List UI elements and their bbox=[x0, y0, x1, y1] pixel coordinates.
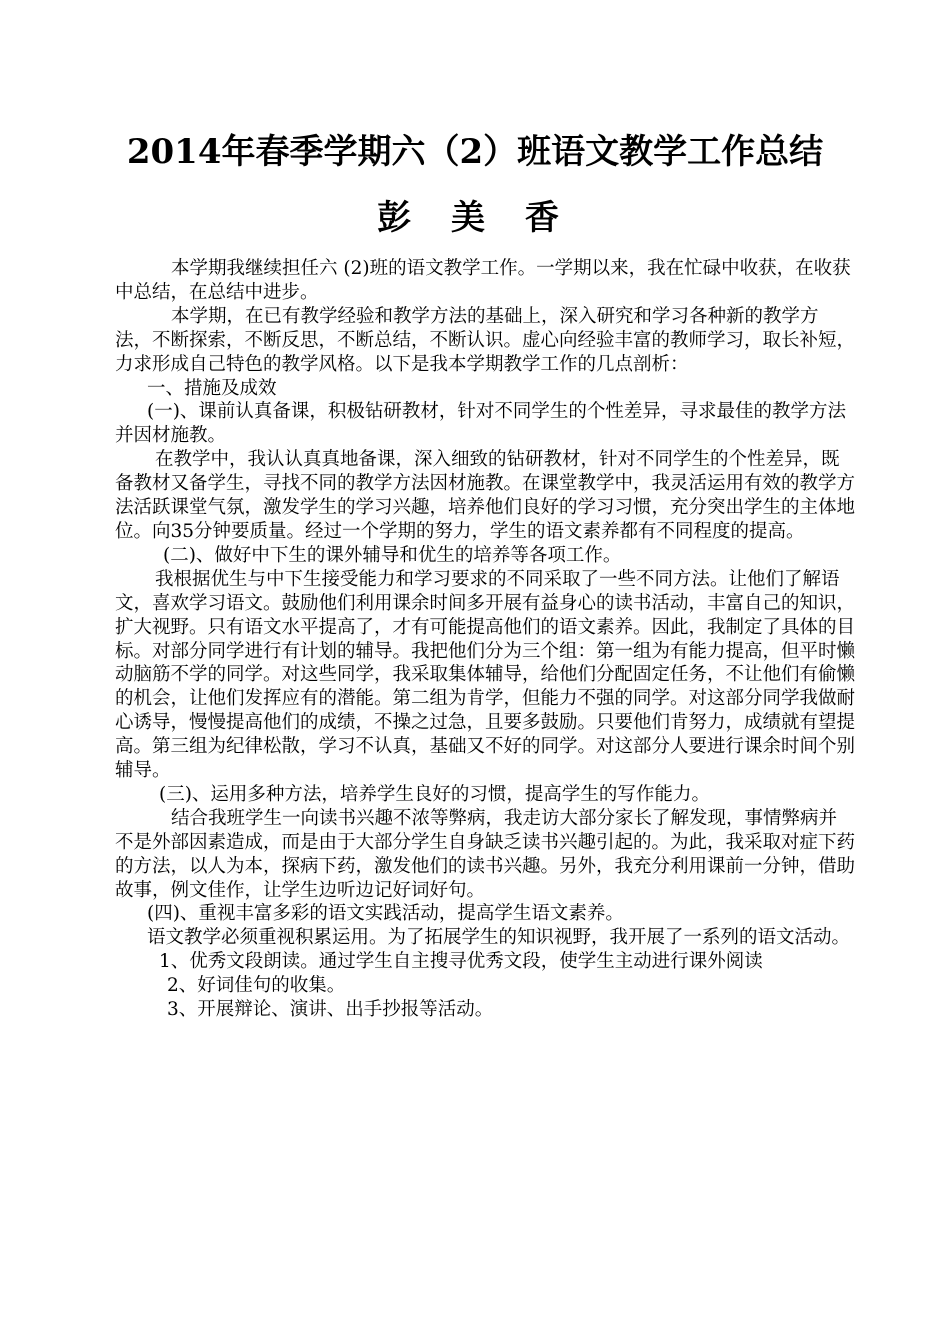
document-title: 2014年春季学期六（2）班语文教学工作总结 bbox=[126, 132, 824, 172]
document-body bbox=[115, 257, 855, 1022]
paragraph-1: 在教学中，我认认真真地备课，深入细致的钻研教材，针对不同学生的个性差异，既备教材又备学生，寻找不同的教学方法因材施教。在课堂教学中，我灵活运用有效的教学方法活跃课堂气氛，激发学生的学习兴趣，培养他们良好的学习习惯，充分突出学生的主体地位。向35分钟要质量。经过一个学期的努力，学生的语文素养都有不同程度的提高。 bbox=[115, 449, 856, 542]
subsection-heading-3: (三)、运用多种方法，培养学生良好的习惯，提高学生的写作能力。 bbox=[159, 783, 710, 805]
paragraph-2: 我根据优生与中下生接受能力和学习要求的不同采取了一些不同方法。让他们了解语文，喜欢学习语文。鼓励他们利用课余时间多开展有益身心的读书活动，丰富自己的知识，扩大视野。只有语文水平提高了，才有可能提高他们的语文素养。因此，我制定了具体的目标。对部分同学进行有计划的辅导。我把他们分为三个组：第一组为有能力提高，但平时懒动脑筋不学的同学。对这些同学，我采取集体辅导，给他们分配固定任务，不让他们有偷懒的机会，让他们发挥应有的潜能。第二组为肯学，但能力不强的同学。对这部分同学我做耐心诱导，慢慢提高他们的成绩，不操之过急，且要多鼓励。只要他们肯努力，成绩就有望提高。第三组为纪律松散，学习不认真，基础又不好的同学。对这部分人要进行课余时间个别辅导。 bbox=[115, 568, 856, 782]
paragraph-intro: 本学期我继续担任六 (2)班的语文教学工作。一学期以来，我在忙碌中收获，在收获中总结，在总结中进步。 bbox=[115, 258, 851, 303]
document-author: 彭 美 香 bbox=[377, 198, 573, 238]
paragraph-overview: 本学期，在已有教学经验和教学方法的基础上，深入研究和学习各种新的教学方法，不断探索，不断反思，不断总结，不断认识。虚心向经验丰富的教师学习，取长补短，力求形成自己特色的教学风格。以下是我本学期教学工作的几点剖析： bbox=[115, 305, 856, 375]
activity-item-3: 3、开展辩论、演讲、出手抄报等活动。 bbox=[167, 999, 494, 1021]
activity-item-2: 2、好词佳句的收集。 bbox=[167, 975, 346, 997]
section-heading-measures: 一、措施及成效 bbox=[147, 377, 277, 399]
activity-item-1: 1、优秀文段朗读。通过学生自主搜寻优秀文段，使学生主动进行课外阅读 bbox=[159, 951, 763, 973]
subsection-heading-4: (四)、重视丰富多彩的语文实践活动，提高学生语文素养。 bbox=[147, 903, 624, 925]
subsection-heading-1: (一)、课前认真备课，积极钻研教材，针对不同学生的个性差异，寻求最佳的教学方法并因材施教。 bbox=[115, 401, 846, 447]
paragraph-3: 结合我班学生一向读书兴趣不浓等弊病，我走访大部分家长了解发现，事情弊病并不是外部因素造成，而是由于大部分学生自身缺乏读书兴趣引起的。为此，我采取对症下药的方法，以人为本，探病下药，激发他们的读书兴趣。另外，我充分利用课前一分钟，借助故事，例文佳作，让学生边听边记好词好句。 bbox=[115, 807, 856, 901]
subsection-heading-2: (二)、做好中下生的课外辅导和优生的培养等各项工作。 bbox=[163, 544, 622, 566]
paragraph-4: 语文教学必须重视积累运用。为了拓展学生的知识视野，我开展了一系列的语文活动。 bbox=[147, 927, 851, 949]
